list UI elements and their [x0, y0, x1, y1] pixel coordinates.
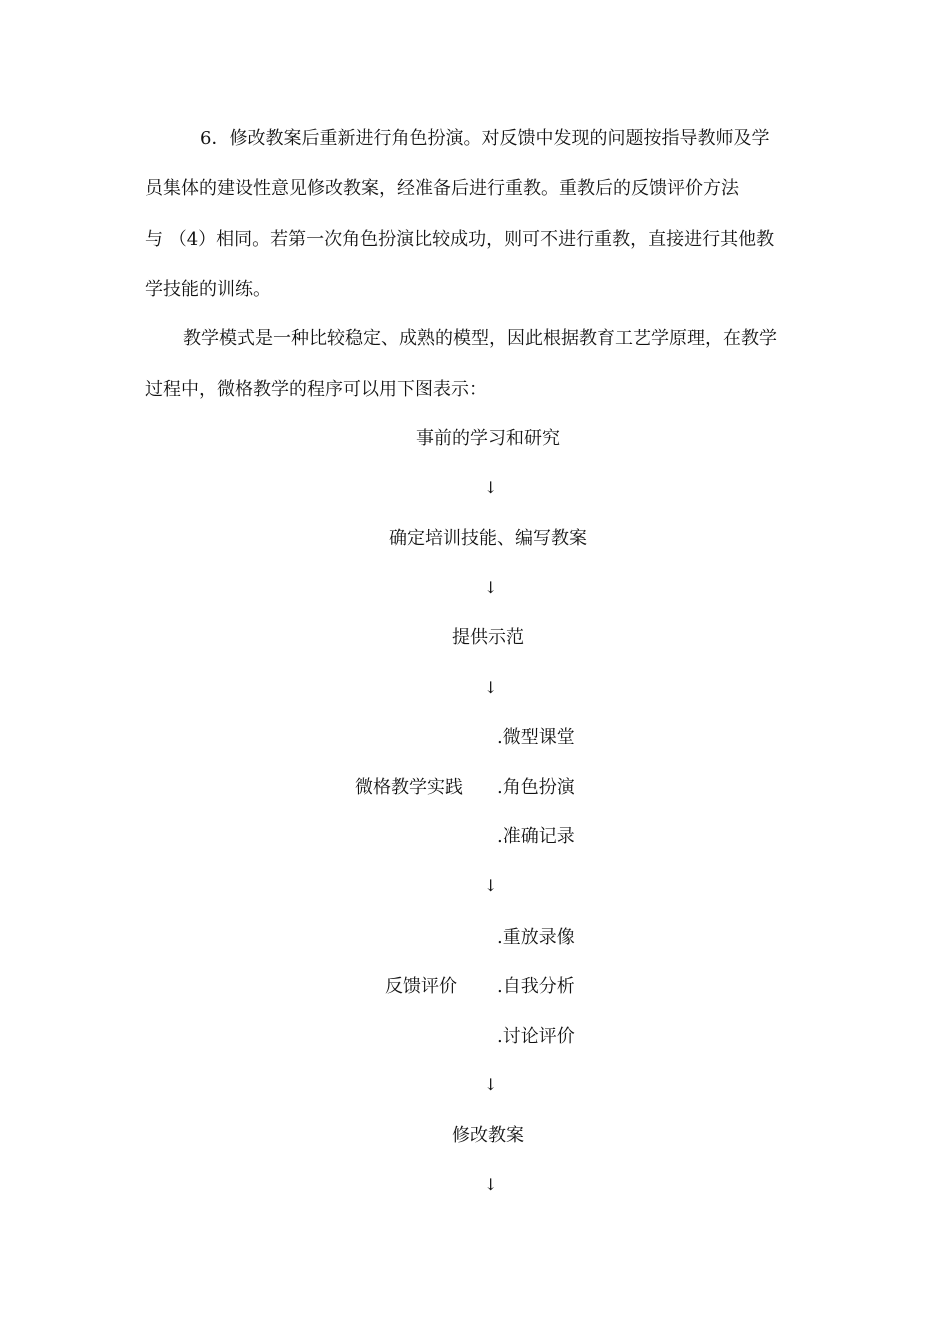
feedback-item-replay-video: .重放录像	[497, 927, 575, 948]
paragraph-2-line-2: 过程中，微格教学的程序可以用下图表示：	[145, 379, 487, 400]
flow-step-revise-plan: 修改教案	[452, 1125, 524, 1146]
paragraph-2-line-1: 教学模式是一种比较稳定、成熟的模型，因此根据教育工艺学原理，在教学	[183, 328, 777, 349]
practice-item-accurate-record: .准确记录	[497, 826, 575, 847]
feedback-item-self-analysis: .自我分析	[497, 976, 575, 997]
paragraph-1-line-3: 与 （4）相同。若第一次角色扮演比较成功，则可不进行重教，直接进行其他教	[145, 229, 775, 250]
practice-item-micro-class: .微型课堂	[497, 727, 575, 748]
flow-step-demonstration: 提供示范	[452, 627, 524, 648]
down-arrow-icon: ↓	[484, 678, 498, 697]
feedback-item-discussion: .讨论评价	[497, 1026, 575, 1047]
flow-step-define-skills: 确定培训技能、编写教案	[389, 528, 587, 549]
down-arrow-icon: ↓	[484, 1075, 498, 1094]
practice-item-role-play: .角色扮演	[497, 777, 575, 798]
down-arrow-icon: ↓	[484, 478, 498, 497]
paragraph-1-line-4: 学技能的训练。	[145, 279, 271, 300]
paragraph-1-line-1: 6．修改教案后重新进行角色扮演。对反馈中发现的问题按指导教师及学	[200, 128, 770, 149]
paragraph-1-line-2: 员集体的建设性意见修改教案，经准备后进行重教。重教后的反馈评价方法	[145, 178, 739, 199]
down-arrow-icon: ↓	[484, 578, 498, 597]
practice-label: 微格教学实践	[355, 777, 463, 798]
down-arrow-icon: ↓	[484, 876, 498, 895]
down-arrow-icon: ↓	[484, 1175, 498, 1194]
flow-step-study-research: 事前的学习和研究	[416, 428, 560, 449]
feedback-label: 反馈评价	[385, 976, 457, 997]
